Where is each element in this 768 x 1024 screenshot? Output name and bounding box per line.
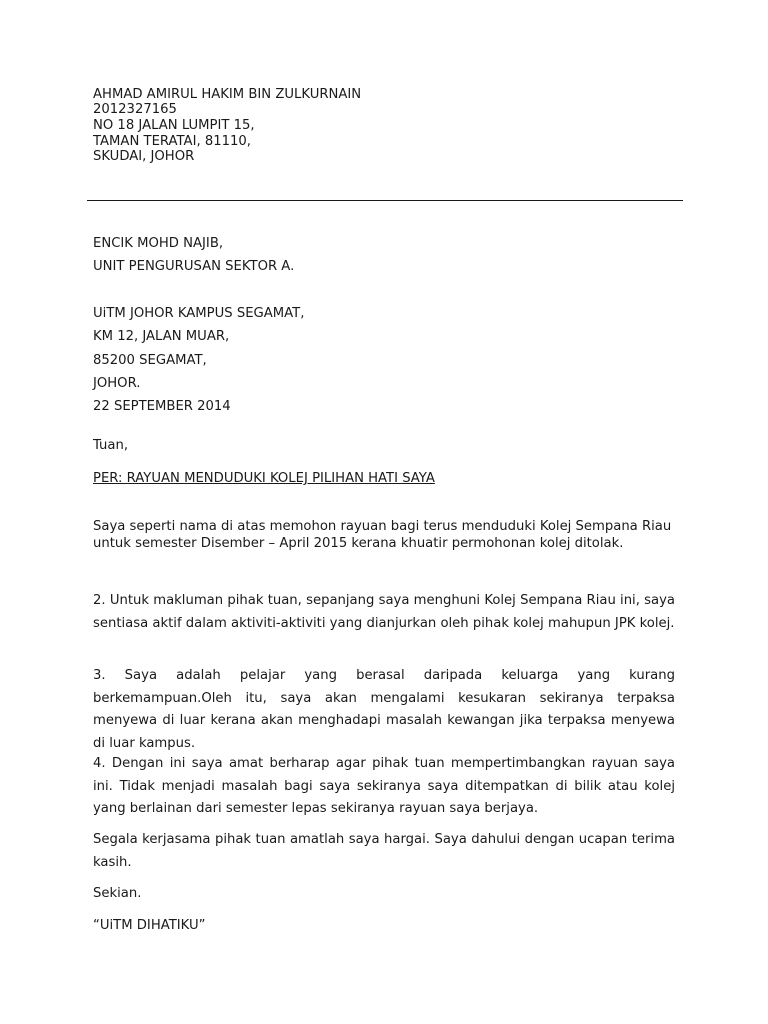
letter-date: 22 SEPTEMBER 2014: [93, 399, 231, 414]
recipient-address-line2: 85200 SEGAMAT,: [93, 353, 207, 368]
salutation: Tuan,: [93, 438, 129, 453]
recipient-unit: UNIT PENGURUSAN SEKTOR A.: [93, 259, 295, 274]
subject-line: PER: RAYUAN MENDUDUKI KOLEJ PILIHAN HATI SAYA: [93, 471, 435, 486]
body-paragraph-4: 4. Dengan ini saya amat berharap agar pihak tuan mempertimbangkan rayuan saya ini. Tidak menjadi masalah bagi saya sekiranya saya ditempatkan di bilik atau kolej yang berlainan dari semester lepas sekiranya rayuan saya berjaya.: [93, 756, 675, 816]
recipient-institution: UiTM JOHOR KAMPUS SEGAMAT,: [93, 306, 305, 321]
body-paragraph-3: 3. Saya adalah pelajar yang berasal daripada keluarga yang kurang berkemampuan.Oleh itu, saya akan mengalami kesukaran sekiranya terpaksa menyewa di luar kerana akan menghadapi masalah kewangan jika terpaksa menyewa di luar kampus.: [93, 668, 675, 751]
motto-text: “UiTM DIHATIKU”: [93, 918, 206, 933]
body-paragraph-1: Saya seperti nama di atas memohon rayuan bagi terus menduduki Kolej Sempana Riau untuk semester Disember – April 2015 kerana khuatir permohonan kolej ditolak.: [93, 519, 672, 551]
closing-text: Sekian.: [93, 886, 142, 901]
header-divider: [87, 200, 683, 201]
recipient-address-line3: JOHOR.: [93, 376, 141, 391]
sender-student-id: 2012327165: [93, 102, 177, 117]
sender-name: AHMAD AMIRUL HAKIM BIN ZULKURNAIN: [93, 87, 362, 102]
sender-address-line1: NO 18 JALAN LUMPIT 15,: [93, 118, 255, 133]
recipient-name: ENCIK MOHD NAJIB,: [93, 236, 224, 251]
body-paragraph-2: 2. Untuk makluman pihak tuan, sepanjang saya menghuni Kolej Sempana Riau ini, saya sentiasa aktif dalam aktiviti-aktiviti yang dianjurkan oleh pihak kolej mahupun JPK kolej.: [93, 593, 675, 631]
sender-address-line3: SKUDAI, JOHOR: [93, 149, 195, 164]
sender-address-line2: TAMAN TERATAI, 81110,: [93, 134, 251, 149]
body-paragraph-5: Segala kerjasama pihak tuan amatlah saya hargai. Saya dahului dengan ucapan terima kasih.: [93, 832, 675, 870]
recipient-address-line1: KM 12, JALAN MUAR,: [93, 329, 230, 344]
